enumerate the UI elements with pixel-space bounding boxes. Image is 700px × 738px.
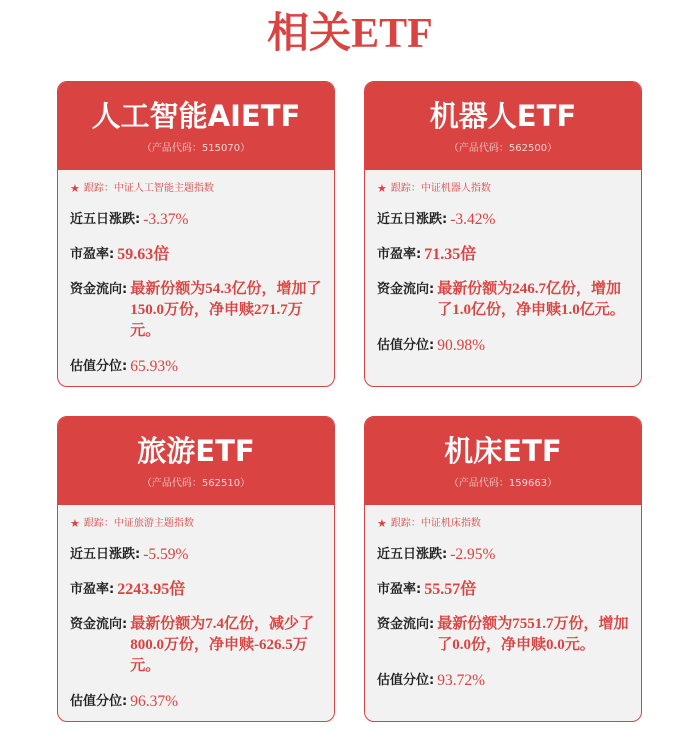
percentile-row [377,670,633,691]
tracking-row [377,517,633,531]
card-header [365,417,641,505]
flow-value: 最新份额为7551.7万份，增加了0.0份，净申赎0.0元。 [437,616,629,653]
percentile-value: 93.72% [437,672,485,689]
change-5d-label: 近五日涨跌: [377,547,448,562]
product-code: （产品代码：562500） [448,143,558,154]
percentile-row [70,691,326,712]
flow-value: 最新份额为246.7亿份，增加了1.0亿份，净申赎1.0亿元。 [437,281,625,318]
etf-card-ai[interactable] [57,81,335,387]
star-icon: ★ [377,182,387,195]
percentile-value: 65.93% [130,358,178,375]
tracking-row [377,182,633,196]
etf-card-tourism[interactable] [57,416,335,722]
percentile-label: 估值分位: [377,338,435,353]
change-5d-row [70,209,326,230]
page-title: 相关ETF [267,11,433,57]
pe-value: 59.63倍 [117,246,170,263]
tracking-row [70,182,326,196]
product-code: （产品代码：562510） [141,478,251,489]
flow-row [70,279,326,342]
pe-row [377,579,633,600]
flow-label: 资金流向: [70,282,128,297]
pe-label: 市盈率: [70,247,115,262]
percentile-label: 估值分位: [70,694,128,709]
flow-label: 资金流向: [377,617,435,632]
flow-value: 最新份额为54.3亿份，增加了150.0万份，净申赎271.7万元。 [130,281,322,339]
pe-label: 市盈率: [377,582,422,597]
change-5d-row [377,209,633,230]
percentile-row [377,335,633,356]
percentile-row [70,356,326,377]
percentile-value: 90.98% [437,337,485,354]
flow-value: 最新份额为7.4亿份，减少了800.0万份，净申赎-626.5万元。 [130,616,314,674]
card-body [58,505,334,712]
etf-name: 机床ETF [444,434,562,468]
change-5d-label: 近五日涨跌: [70,547,141,562]
etf-card-robot[interactable] [364,81,642,387]
pe-label: 市盈率: [70,582,115,597]
tracking-index: 跟踪：中证旅游主题指数 [83,518,194,529]
flow-label: 资金流向: [70,617,128,632]
star-icon: ★ [377,517,387,530]
percentile-label: 估值分位: [377,673,435,688]
etf-card-machine-tool[interactable] [364,416,642,722]
change-5d-row [377,544,633,565]
pe-row [70,579,326,600]
card-header [58,82,334,170]
card-header [58,417,334,505]
pe-value: 71.35倍 [424,246,477,263]
flow-row [70,614,326,677]
pe-value: 55.57倍 [424,581,477,598]
pe-row [377,244,633,265]
tracking-index: 跟踪：中证机器人指数 [390,183,491,194]
card-header [365,82,641,170]
card-body [58,170,334,377]
change-5d-value: -3.37% [143,211,189,228]
product-code: （产品代码：159663） [448,478,558,489]
etf-name: 机器人ETF [429,99,577,133]
tracking-index: 跟踪：中证人工智能主题指数 [83,183,214,194]
change-5d-label: 近五日涨跌: [377,212,448,227]
pe-value: 2243.95倍 [117,581,186,598]
etf-name: 旅游ETF [137,434,255,468]
card-body [365,505,641,691]
star-icon: ★ [70,182,80,195]
flow-row [377,279,633,321]
flow-row [377,614,633,656]
percentile-value: 96.37% [130,693,178,710]
change-5d-label: 近五日涨跌: [70,212,141,227]
flow-label: 资金流向: [377,282,435,297]
change-5d-value: -5.59% [143,546,189,563]
product-code: （产品代码：515070） [141,143,251,154]
change-5d-value: -3.42% [450,211,496,228]
tracking-index: 跟踪：中证机床指数 [390,518,481,529]
change-5d-value: -2.95% [450,546,496,563]
pe-label: 市盈率: [377,247,422,262]
percentile-label: 估值分位: [70,359,128,374]
card-body [365,170,641,356]
change-5d-row [70,544,326,565]
pe-row [70,244,326,265]
star-icon: ★ [70,517,80,530]
etf-name: 人工智能AIETF [91,99,301,133]
tracking-row [70,517,326,531]
